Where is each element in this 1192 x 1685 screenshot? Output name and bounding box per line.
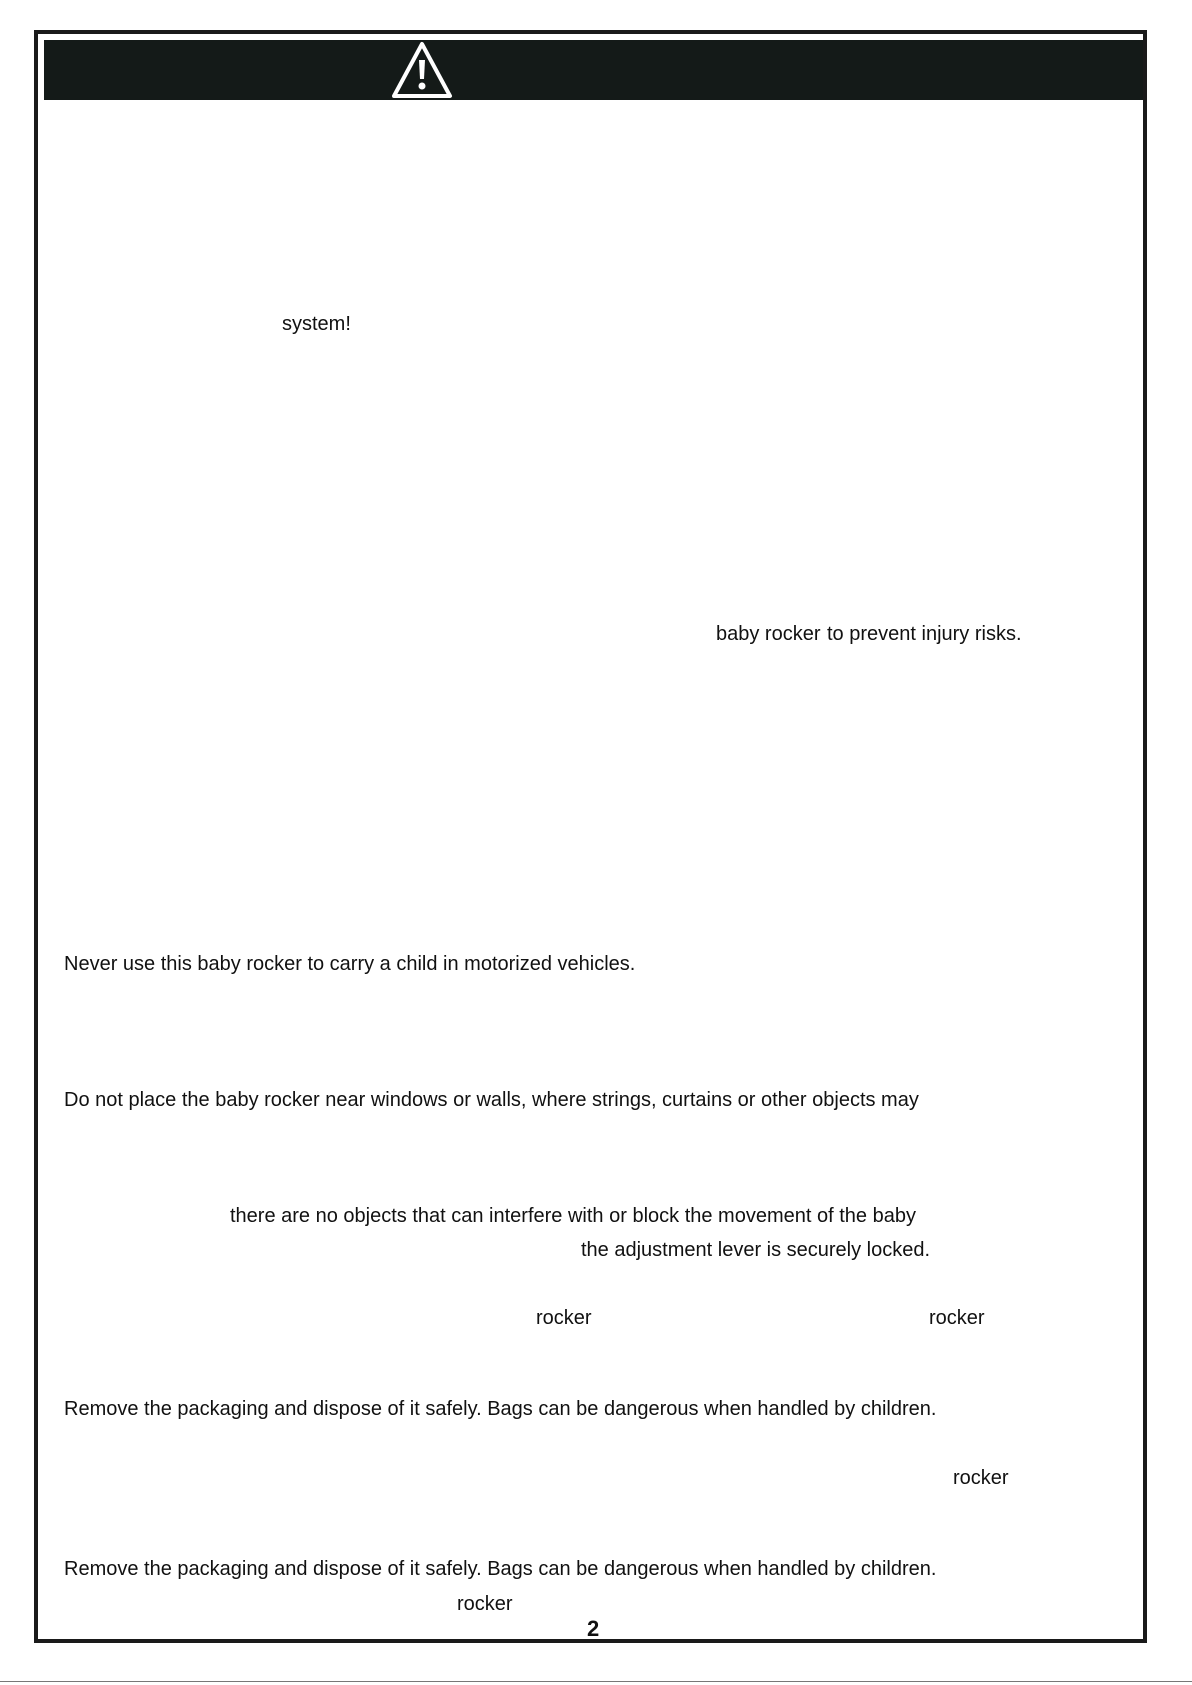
page-number: 2 (587, 1616, 600, 1641)
text-rocker: rocker (929, 1307, 985, 1329)
text-prevent-injury: to prevent injury risks. (827, 623, 1022, 645)
text-no-objects: there are no objects that can interfere with or block the movement of the baby (230, 1205, 916, 1227)
text-remove-packaging: Remove the packaging and dispose of it safely. Bags can be dangerous when handled by children. (64, 1398, 937, 1420)
text-remove-packaging: Remove the packaging and dispose of it safely. Bags can be dangerous when handled by children. (64, 1558, 937, 1580)
text-baby-rocker: baby rocker (716, 623, 821, 645)
text-rocker: rocker (457, 1593, 513, 1615)
text-rocker: rocker (536, 1307, 592, 1329)
warning-triangle-icon (390, 40, 454, 100)
footer-divider (0, 1681, 1192, 1682)
warning-header-bar (44, 40, 1143, 100)
text-system: system! (282, 313, 351, 335)
text-do-not-place: Do not place the baby rocker near windows or walls, where strings, curtains or other objects may (64, 1089, 919, 1111)
text-never-use-vehicles: Never use this baby rocker to carry a child in motorized vehicles. (64, 953, 636, 975)
text-rocker: rocker (953, 1467, 1009, 1489)
text-adjustment-lever: the adjustment lever is securely locked. (581, 1239, 931, 1261)
